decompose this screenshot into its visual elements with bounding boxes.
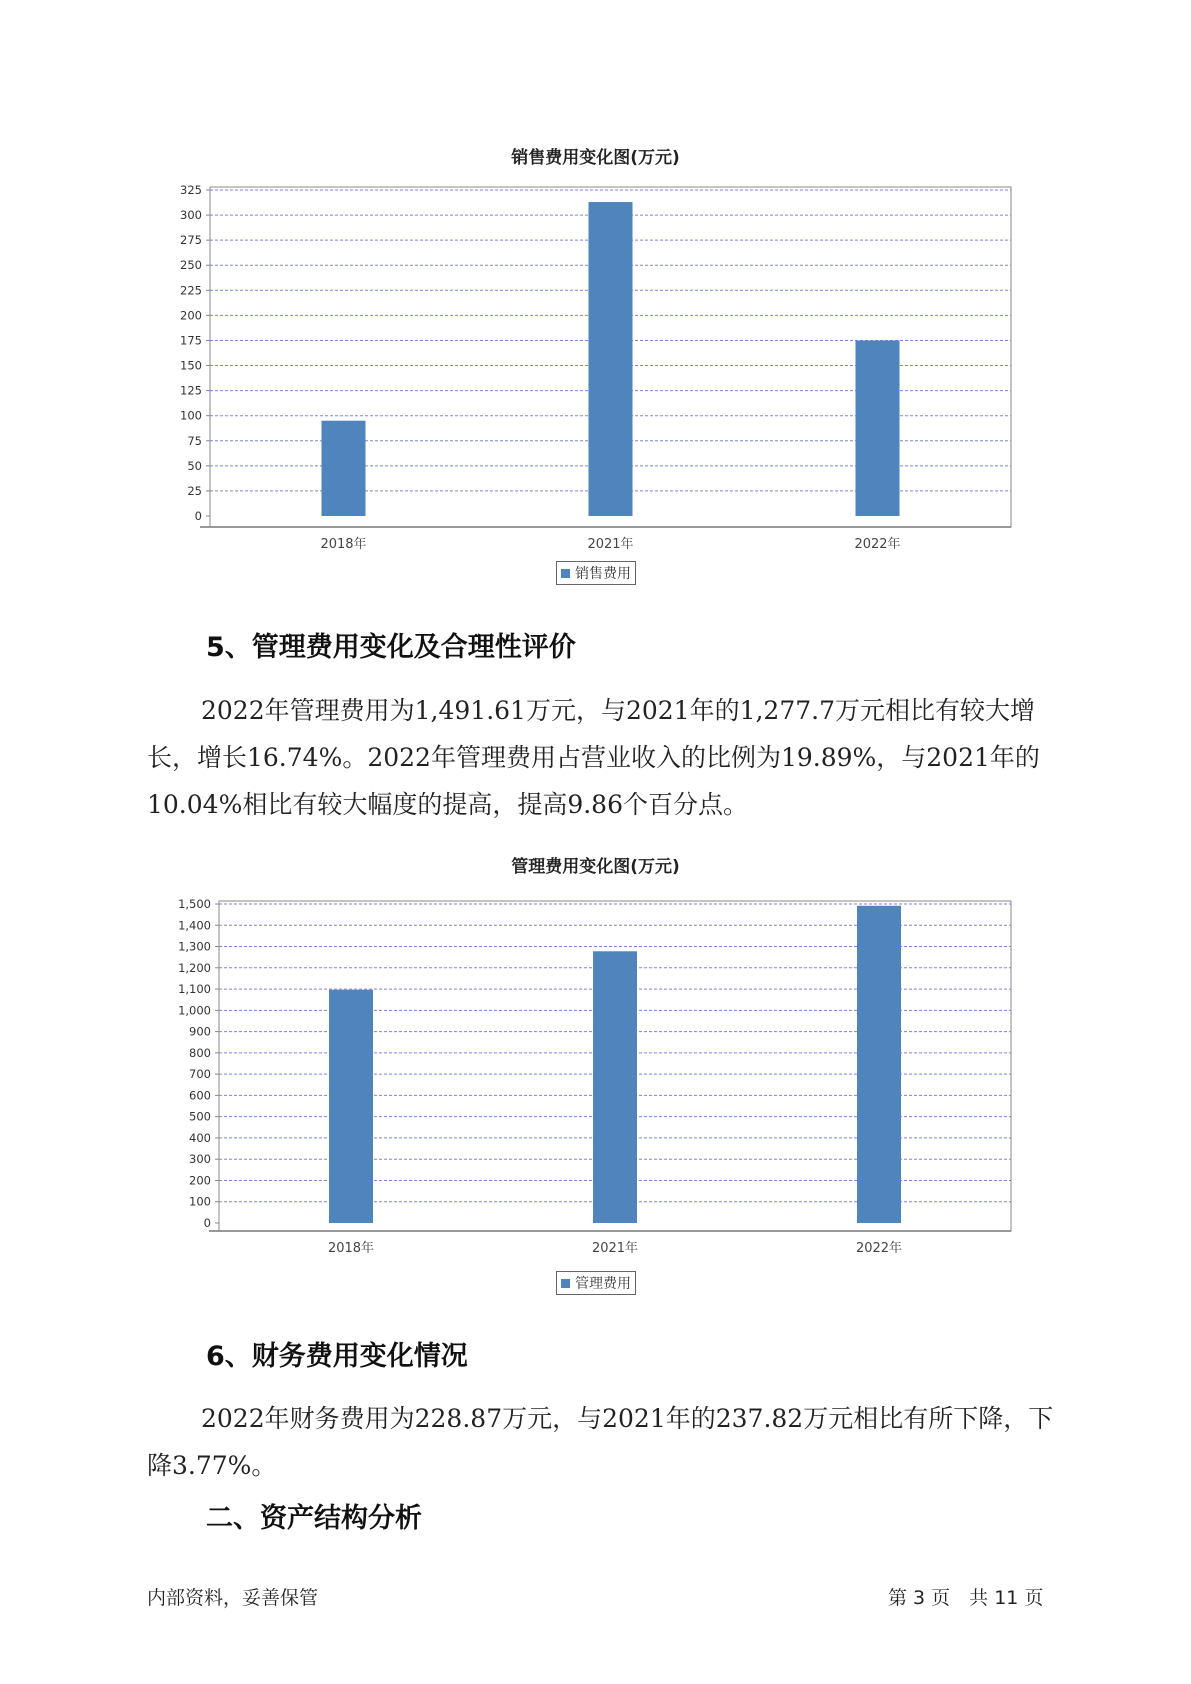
y-tick-label: 150 [180, 358, 202, 373]
y-tick-label: 175 [180, 333, 202, 348]
x-tick-label: 2018年 [320, 537, 367, 552]
y-tick-label: 300 [189, 1152, 211, 1167]
y-tick-label: 1,200 [178, 960, 211, 975]
y-tick-label: 0 [203, 1216, 211, 1230]
footer-confidential: 内部资料，妥善保管 [147, 1587, 319, 1609]
part-2-heading: 二、资产结构分析 [206, 1503, 422, 1534]
admin-chart-legend [556, 1271, 636, 1295]
y-tick-label: 900 [189, 1024, 211, 1039]
section-5-paragraph: 2022年管理费用为1,491.61万元，与2021年的1,277.7万元相比有较大增长，增长16.74%。2022年管理费用占营业收入的比例为19.89%，与2021年的10.04%相比有较大幅度的提高，提高9.86个百分点。 [147, 696, 1040, 819]
y-tick-label: 600 [189, 1088, 211, 1103]
y-tick-label: 100 [189, 1194, 211, 1209]
section-5-heading: 5、管理费用变化及合理性评价 [206, 632, 576, 663]
bar-2022年 [857, 906, 901, 1223]
y-tick-label: 325 [180, 183, 202, 197]
bar-2021年 [593, 951, 637, 1223]
y-tick-label: 400 [189, 1130, 211, 1145]
section-6-heading: 6、财务费用变化情况 [206, 1341, 468, 1372]
sales-legend-label: 销售费用 [575, 566, 631, 582]
x-tick-label: 2022年 [854, 537, 901, 552]
y-tick-label: 25 [187, 483, 202, 498]
y-tick-label: 100 [180, 408, 202, 423]
y-tick-label: 0 [194, 509, 202, 523]
y-tick-label: 700 [189, 1067, 211, 1082]
y-tick-label: 500 [189, 1109, 211, 1124]
y-tick-label: 800 [189, 1045, 211, 1060]
y-tick-label: 1,400 [178, 918, 211, 933]
admin-legend-label: 管理费用 [575, 1276, 631, 1292]
x-tick-label: 2018年 [327, 1241, 375, 1256]
y-tick-label: 75 [187, 433, 202, 448]
y-tick-label: 200 [189, 1173, 211, 1188]
y-tick-label: 300 [180, 208, 202, 223]
legend-swatch [561, 1279, 570, 1288]
y-tick-label: 1,000 [178, 1003, 211, 1018]
y-tick-label: 50 [187, 458, 202, 473]
y-tick-label: 1,300 [178, 939, 211, 954]
y-tick-label: 225 [180, 283, 202, 298]
y-tick-label: 250 [180, 258, 202, 273]
sales-chart-title: 销售费用变化图(万元) [511, 148, 680, 168]
x-tick-label: 2021年 [591, 1241, 639, 1256]
y-tick-label: 1,100 [178, 982, 211, 997]
y-tick-label: 1,500 [178, 897, 211, 911]
y-tick-label: 125 [180, 383, 202, 398]
footer-page-number: 第 3 页 共 11 页 [888, 1587, 1044, 1609]
section-6-paragraph: 2022年财务费用为228.87万元，与2021年的237.82万元相比有所下降，下降3.77%。 [147, 1404, 1054, 1480]
x-tick-label: 2022年 [855, 1241, 903, 1256]
bar-2018年 [329, 990, 373, 1223]
y-tick-label: 200 [180, 308, 202, 323]
x-tick-label: 2021年 [587, 537, 634, 552]
admin-chart-title: 管理费用变化图(万元) [511, 857, 680, 877]
y-tick-label: 275 [180, 233, 202, 248]
